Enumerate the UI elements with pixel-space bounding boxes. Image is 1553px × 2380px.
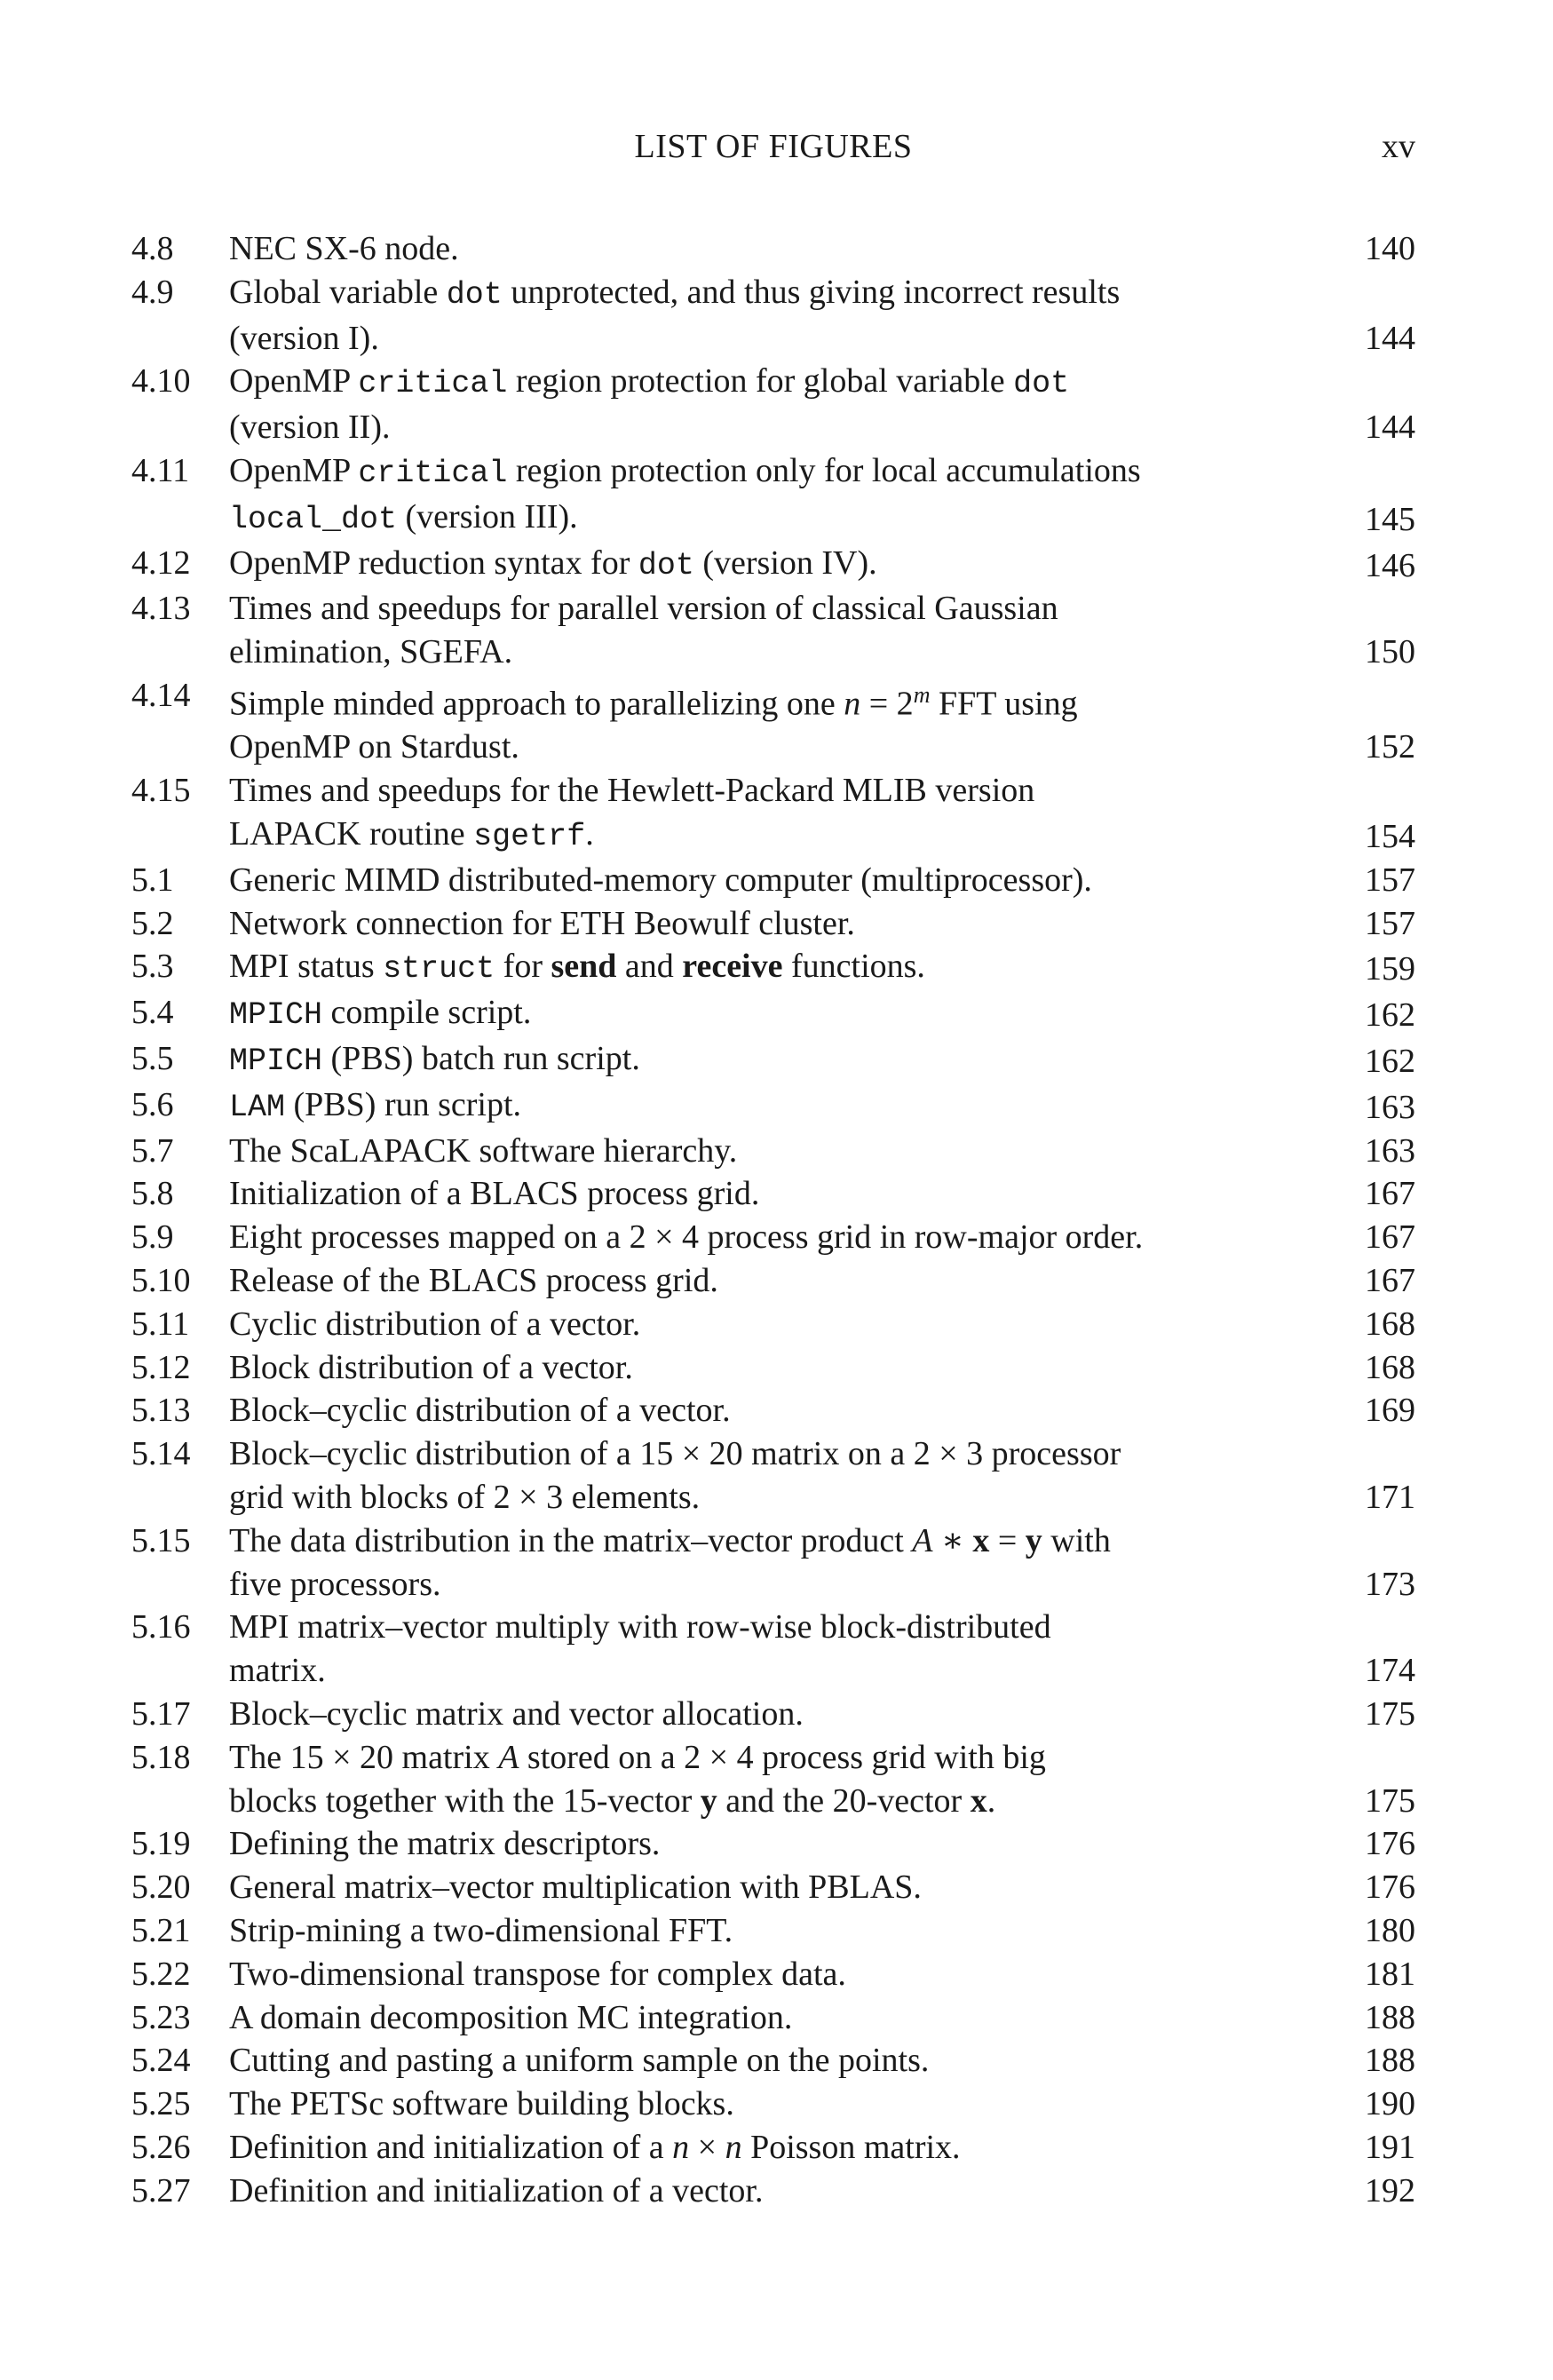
figure-entry <box>131 1996 1415 2040</box>
figure-number: 5.15 <box>131 1521 191 1559</box>
figure-title-line <box>229 1519 1335 1563</box>
figure-title-line <box>229 1866 1335 1909</box>
title-segment: Block distribution of a vector. <box>229 1348 633 1386</box>
title-segment: Block–cyclic distribution of a vector. <box>229 1392 731 1430</box>
figure-page-number: 144 <box>1365 319 1415 357</box>
running-head-title: LIST OF FIGURES <box>634 128 913 165</box>
title-segment: The ScaLAPACK software hierarchy. <box>229 1131 738 1170</box>
figure-title <box>229 1606 1335 1693</box>
title-segment: blocks together with the 15-vector <box>229 1781 701 1820</box>
title-segment: Release of the BLACS process grid. <box>229 1261 718 1299</box>
figure-title-line <box>229 271 1335 317</box>
figure-title-line <box>229 360 1335 406</box>
figure-entry <box>131 1216 1415 1259</box>
figure-entry <box>131 1432 1415 1519</box>
title-segment-code: struct <box>383 951 495 988</box>
title-segment: unprotected, and thus giving incorrect results <box>502 273 1121 311</box>
figure-entry <box>131 1822 1415 1866</box>
figure-entry <box>131 360 1415 449</box>
figure-title-line <box>229 449 1335 496</box>
figure-title <box>229 587 1335 674</box>
figure-title-line <box>229 2126 1335 2170</box>
figure-number: 5.2 <box>131 904 174 942</box>
figure-title <box>229 2082 1335 2126</box>
title-segment: Poisson matrix. <box>741 2128 961 2166</box>
title-segment: = <box>989 1521 1026 1559</box>
figure-page-number: 192 <box>1365 2171 1415 2209</box>
figure-title-line <box>229 1083 1335 1130</box>
title-segment-bold: receive <box>682 948 783 986</box>
figure-page-number: 157 <box>1365 861 1415 899</box>
figure-number: 5.17 <box>131 1694 191 1733</box>
figure-entry <box>131 945 1415 991</box>
title-segment-sup: m <box>913 681 931 708</box>
figure-title <box>229 360 1335 449</box>
figure-page-number: 180 <box>1365 1911 1415 1949</box>
figure-title <box>229 1736 1335 1823</box>
title-segment: and the 20-vector <box>717 1781 971 1820</box>
figure-page-number: 152 <box>1365 728 1415 766</box>
title-segment: OpenMP <box>229 451 359 489</box>
title-segment-bold: y <box>1025 1521 1042 1559</box>
figure-title <box>229 1083 1335 1130</box>
figure-title-line <box>229 587 1335 631</box>
figure-number: 4.15 <box>131 772 191 810</box>
title-segment: (PBS) batch run script. <box>322 1040 640 1077</box>
figure-title <box>229 674 1335 769</box>
figure-number: 5.23 <box>131 1998 191 2036</box>
title-segment: with <box>1042 1521 1111 1559</box>
title-segment: elimination, SGEFA. <box>229 633 513 671</box>
figure-page-number: 171 <box>1365 1478 1415 1516</box>
title-segment: General matrix–vector multiplication with PBLAS. <box>229 1868 922 1907</box>
title-segment-bold: send <box>551 948 617 986</box>
title-segment-math: n <box>672 2128 690 2166</box>
title-segment: (PBS) run script. <box>285 1085 522 1123</box>
figure-page-number: 176 <box>1365 1825 1415 1863</box>
title-segment-code: dot <box>1013 366 1070 402</box>
figure-title <box>229 859 1335 902</box>
figure-entry <box>131 2082 1415 2126</box>
figure-title <box>229 1303 1335 1346</box>
title-segment-code: local_dot <box>229 501 398 537</box>
figure-title <box>229 1866 1335 1909</box>
title-segment: stored on a 2 × 4 process grid with big <box>519 1738 1046 1776</box>
figure-page-number: 163 <box>1365 1131 1415 1170</box>
figure-title <box>229 769 1335 859</box>
title-segment: (version I). <box>229 319 379 357</box>
title-segment: (version III). <box>397 497 578 536</box>
title-segment: (version IV). <box>693 543 877 582</box>
title-segment-code: MPICH <box>229 1043 323 1079</box>
figure-number: 5.16 <box>131 1608 191 1646</box>
figure-entry <box>131 1303 1415 1346</box>
figure-title-line <box>229 1389 1335 1432</box>
title-segment: FFT using <box>930 685 1078 723</box>
title-segment: matrix. <box>229 1652 326 1690</box>
figure-entry <box>131 449 1415 542</box>
title-segment-code: LAM <box>229 1089 286 1125</box>
figure-title-line <box>229 1736 1335 1780</box>
figure-title <box>229 1996 1335 2040</box>
figure-title-line <box>229 1822 1335 1866</box>
figure-page-number: 175 <box>1365 1781 1415 1820</box>
figure-title-line <box>229 1563 1335 1606</box>
title-segment: Definition and initialization of a <box>229 2128 673 2166</box>
title-segment: . <box>986 1781 996 1820</box>
figure-entry <box>131 1389 1415 1432</box>
figure-page-number: 191 <box>1365 2128 1415 2166</box>
title-segment: Times and speedups for parallel version of classical Gaussian <box>229 590 1058 628</box>
figure-title-line <box>229 1606 1335 1649</box>
figure-page-number: 140 <box>1365 230 1415 267</box>
figure-entry <box>131 1736 1415 1823</box>
figure-title-line <box>229 1172 1335 1216</box>
figure-page-number: 145 <box>1365 500 1415 538</box>
figure-page-number: 188 <box>1365 1998 1415 2036</box>
title-segment: A domain decomposition MC integration. <box>229 1998 793 2036</box>
figure-entry <box>131 1346 1415 1390</box>
figure-entry <box>131 1866 1415 1909</box>
figure-page-number: 146 <box>1365 546 1415 584</box>
figure-page-number: 144 <box>1365 409 1415 447</box>
figure-number: 5.1 <box>131 861 174 899</box>
figure-title-line <box>229 1780 1335 1823</box>
figure-title-line <box>229 1432 1335 1476</box>
title-segment: Strip-mining a two-dimensional FFT. <box>229 1911 733 1949</box>
figure-number: 5.14 <box>131 1435 191 1473</box>
figure-title-line <box>229 1130 1335 1173</box>
figure-entry <box>131 1259 1415 1303</box>
figure-title <box>229 1822 1335 1866</box>
figure-page-number: 157 <box>1365 904 1415 942</box>
figure-number: 5.19 <box>131 1825 191 1863</box>
title-segment: (version II). <box>229 409 391 447</box>
figure-title-line <box>229 542 1335 588</box>
figure-title-line <box>229 859 1335 902</box>
figure-title-line <box>229 1216 1335 1259</box>
figure-title <box>229 1693 1335 1736</box>
figure-title <box>229 991 1335 1037</box>
figure-number: 5.4 <box>131 994 174 1032</box>
title-segment: functions. <box>782 948 925 986</box>
title-segment: NEC SX-6 node. <box>229 230 459 267</box>
figure-entry <box>131 1953 1415 1996</box>
figure-entry <box>131 674 1415 769</box>
figure-title-line <box>229 2082 1335 2126</box>
title-segment: five processors. <box>229 1565 441 1603</box>
title-segment-code: critical <box>358 455 508 491</box>
figure-page-number: 181 <box>1365 1955 1415 1993</box>
figure-number: 5.27 <box>131 2171 191 2209</box>
title-segment: The data distribution in the matrix–vector product <box>229 1521 913 1559</box>
figure-number: 5.13 <box>131 1392 191 1430</box>
title-segment: Block–cyclic matrix and vector allocation. <box>229 1694 804 1733</box>
figure-title-line <box>229 769 1335 813</box>
figure-number: 4.9 <box>131 273 174 311</box>
figure-title-line <box>229 813 1335 859</box>
figure-entry <box>131 587 1415 674</box>
figure-title-line <box>229 1303 1335 1346</box>
figure-number: 5.10 <box>131 1261 191 1299</box>
figure-title-line <box>229 317 1335 361</box>
figure-title <box>229 2170 1335 2213</box>
figure-title-line <box>229 496 1335 542</box>
title-segment-code: critical <box>358 366 508 402</box>
figure-entry <box>131 1519 1415 1606</box>
figure-title-line <box>229 631 1335 674</box>
figure-page-number: 163 <box>1365 1088 1415 1126</box>
figure-number: 4.13 <box>131 590 191 628</box>
title-segment-bold: x <box>972 1521 990 1559</box>
figure-title <box>229 1037 1335 1083</box>
title-segment-bold: y <box>700 1781 717 1820</box>
figure-page-number: 167 <box>1365 1261 1415 1299</box>
title-segment-math: A <box>912 1521 933 1559</box>
figure-number: 4.11 <box>131 451 190 489</box>
title-segment: Block–cyclic distribution of a 15 × 20 matrix on a 2 × 3 processor <box>229 1435 1121 1473</box>
figure-title <box>229 227 1335 271</box>
title-segment-code: dot <box>638 547 694 583</box>
figure-title <box>229 542 1335 588</box>
figure-title-line <box>229 1346 1335 1390</box>
figure-number: 5.8 <box>131 1175 174 1213</box>
figure-title <box>229 1519 1335 1606</box>
title-segment: Generic MIMD distributed-memory computer (multiprocessor). <box>229 861 1092 899</box>
title-segment: for <box>495 948 551 986</box>
figure-title-line <box>229 227 1335 271</box>
figure-number: 5.3 <box>131 948 174 986</box>
figure-number: 5.21 <box>131 1911 191 1949</box>
title-segment: Defining the matrix descriptors. <box>229 1825 661 1863</box>
figure-page-number: 167 <box>1365 1175 1415 1213</box>
figure-number: 4.8 <box>131 230 174 267</box>
figure-title <box>229 1909 1335 1953</box>
title-segment-code: sgetrf <box>473 819 586 855</box>
figure-page-number: 162 <box>1365 1043 1415 1080</box>
title-segment: Two-dimensional transpose for complex data. <box>229 1955 846 1993</box>
title-segment: Eight processes mapped on a 2 × 4 process grid in row-major order. <box>229 1218 1144 1257</box>
figure-page-number: 174 <box>1365 1652 1415 1690</box>
figure-entry <box>131 271 1415 361</box>
figure-page-number: 150 <box>1365 633 1415 671</box>
figure-title <box>229 945 1335 991</box>
figure-entry <box>131 1909 1415 1953</box>
figure-title <box>229 1259 1335 1303</box>
figure-page-number: 169 <box>1365 1392 1415 1430</box>
figure-entry <box>131 1083 1415 1130</box>
figure-title <box>229 271 1335 361</box>
figure-title-line <box>229 1476 1335 1519</box>
figure-entry <box>131 1172 1415 1216</box>
figure-title-line <box>229 945 1335 991</box>
figure-entry <box>131 227 1415 271</box>
figure-number: 4.12 <box>131 543 191 582</box>
title-segment-math: A <box>498 1738 519 1776</box>
title-segment: The 15 × 20 matrix <box>229 1738 499 1776</box>
figure-title <box>229 2039 1335 2082</box>
title-segment-math: n <box>844 685 861 723</box>
title-segment: Times and speedups for the Hewlett-Packard MLIB version <box>229 772 1035 810</box>
figure-title-line <box>229 406 1335 449</box>
figure-title <box>229 1432 1335 1519</box>
figure-entry <box>131 902 1415 946</box>
title-segment: region protection for global variable <box>507 362 1014 401</box>
title-segment: Network connection for ETH Beowulf cluster. <box>229 904 855 942</box>
figure-page-number: 159 <box>1365 950 1415 988</box>
figure-title <box>229 1130 1335 1173</box>
figure-number: 5.5 <box>131 1040 174 1077</box>
figure-title <box>229 902 1335 946</box>
figure-title-line <box>229 1953 1335 1996</box>
figure-title <box>229 1216 1335 1259</box>
figure-number: 5.26 <box>131 2128 191 2166</box>
title-segment: OpenMP on Stardust. <box>229 728 519 766</box>
title-segment: OpenMP <box>229 362 359 401</box>
figure-number: 5.22 <box>131 1955 191 1993</box>
running-head <box>131 124 1415 169</box>
figure-number: 4.14 <box>131 676 191 714</box>
figure-number: 5.12 <box>131 1348 191 1386</box>
figure-entry <box>131 991 1415 1037</box>
title-segment: Simple minded approach to parallelizing one <box>229 685 844 723</box>
title-segment: = 2 <box>860 685 914 723</box>
figure-title-line <box>229 726 1335 769</box>
title-segment: region protection only for local accumulations <box>507 451 1141 489</box>
figure-page-number: 162 <box>1365 996 1415 1035</box>
figure-page-number: 168 <box>1365 1305 1415 1343</box>
figure-entry <box>131 769 1415 859</box>
figure-number: 5.9 <box>131 1218 174 1257</box>
figure-title-line <box>229 902 1335 946</box>
title-segment: Initialization of a BLACS process grid. <box>229 1175 760 1213</box>
title-segment: ∗ <box>932 1521 973 1559</box>
figure-title-line <box>229 1259 1335 1303</box>
figure-title-line <box>229 1693 1335 1736</box>
figure-title-line <box>229 674 1335 726</box>
title-segment: Cutting and pasting a uniform sample on the points. <box>229 2042 930 2080</box>
figure-page-number: 188 <box>1365 2042 1415 2080</box>
figure-page-number: 190 <box>1365 2085 1415 2123</box>
title-segment: LAPACK routine <box>229 815 474 853</box>
figure-page-number: 154 <box>1365 818 1415 856</box>
title-segment-bold: x <box>970 1781 987 1820</box>
title-segment: OpenMP reduction syntax for <box>229 543 638 582</box>
figure-page-number: 175 <box>1365 1694 1415 1733</box>
figure-title-line <box>229 1996 1335 2040</box>
title-segment-math: n <box>725 2128 742 2166</box>
figure-title-line <box>229 1037 1335 1083</box>
title-segment-code: dot <box>446 276 503 313</box>
figure-number: 5.24 <box>131 2042 191 2080</box>
figure-entry <box>131 859 1415 902</box>
figure-title-line <box>229 2170 1335 2213</box>
figure-title <box>229 1953 1335 1996</box>
figure-page-number: 176 <box>1365 1868 1415 1907</box>
title-segment: × <box>689 2128 725 2166</box>
figure-entry <box>131 2126 1415 2170</box>
figure-entry <box>131 2039 1415 2082</box>
figure-number: 5.7 <box>131 1131 174 1170</box>
figure-title-line <box>229 1909 1335 1953</box>
figure-number: 5.6 <box>131 1085 174 1123</box>
figure-entry <box>131 542 1415 588</box>
figure-number: 5.18 <box>131 1738 191 1776</box>
figure-title-line <box>229 2039 1335 2082</box>
title-segment: and <box>616 948 683 986</box>
title-segment: MPI matrix–vector multiply with row-wise block-distributed <box>229 1608 1051 1646</box>
title-segment-code: MPICH <box>229 997 323 1034</box>
figure-entry <box>131 2170 1415 2213</box>
figure-title <box>229 449 1335 542</box>
figure-entry <box>131 1130 1415 1173</box>
title-segment: MPI status <box>229 948 384 986</box>
running-head-page-number: xv <box>1382 128 1415 165</box>
title-segment: Global variable <box>229 273 447 311</box>
figure-number: 5.11 <box>131 1305 190 1343</box>
figure-page-number: 167 <box>1365 1218 1415 1257</box>
title-segment: The PETSc software building blocks. <box>229 2085 734 2123</box>
title-segment: Cyclic distribution of a vector. <box>229 1305 641 1343</box>
figure-title-line <box>229 1649 1335 1693</box>
figure-number: 5.20 <box>131 1868 191 1907</box>
figure-title <box>229 1389 1335 1432</box>
figure-number: 5.25 <box>131 2085 191 2123</box>
figure-page-number: 168 <box>1365 1348 1415 1386</box>
figure-entry <box>131 1693 1415 1736</box>
title-segment: Definition and initialization of a vector. <box>229 2171 764 2209</box>
figure-number: 4.10 <box>131 362 191 401</box>
figure-title <box>229 1346 1335 1390</box>
figure-page-number: 173 <box>1365 1565 1415 1603</box>
title-segment: . <box>585 815 594 853</box>
list-of-figures <box>131 227 1415 2213</box>
figure-title <box>229 2126 1335 2170</box>
figure-title-line <box>229 991 1335 1037</box>
title-segment: compile script. <box>322 994 532 1032</box>
figure-title <box>229 1172 1335 1216</box>
title-segment: grid with blocks of 2 × 3 elements. <box>229 1478 701 1516</box>
figure-entry <box>131 1037 1415 1083</box>
figure-entry <box>131 1606 1415 1693</box>
